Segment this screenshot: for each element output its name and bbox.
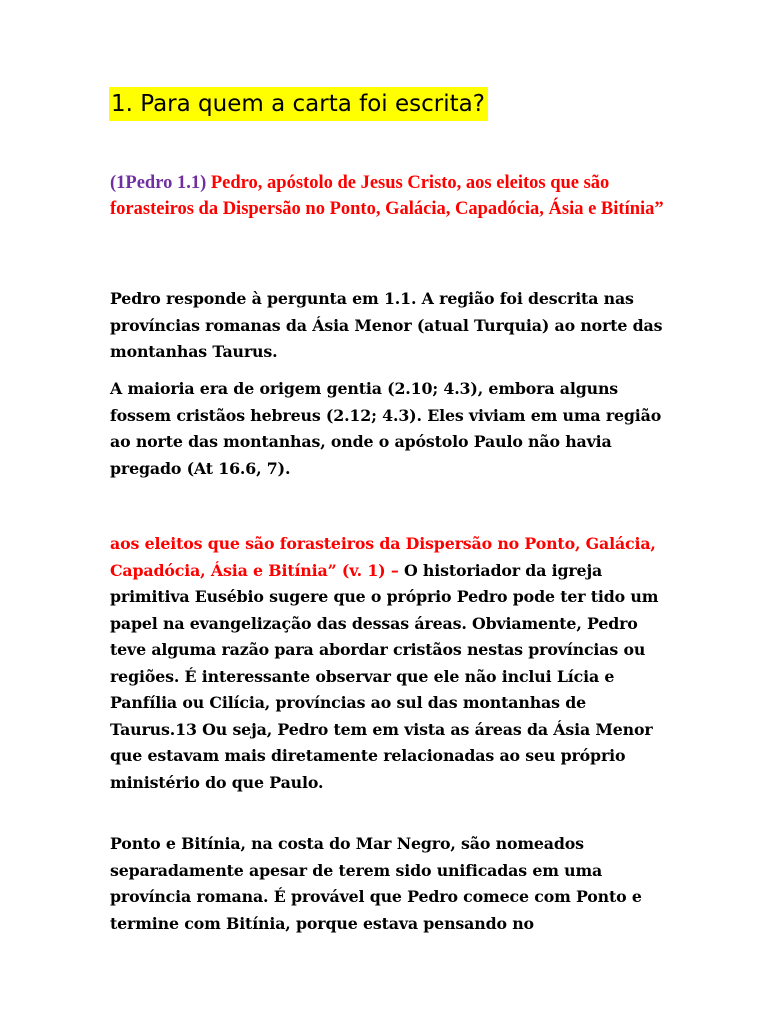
scripture-quote: [110, 171, 670, 222]
paragraph-3-body: O historiador da igreja primitiva Eusébio sugere que o próprio Pedro pode ter tido um papel na evangelização das dessas áreas. Obviamente, Pedro teve alguma razão para abordar cristãos nestas províncias ou regiões. É interessante observar que ele não inclui Lícia e Panfília ou Cilícia, províncias ao sul das montanhas de Taurus.13 Ou seja, Pedro tem em vista as áreas da Ásia Menor que estavam mais diretamente relacionadas ao seu próprio ministério do que Paulo.: [110, 560, 659, 792]
paragraph-2: A maioria era de origem gentia (2.10; 4.3), embora alguns fossem cristãos hebreus (2.12; 4.3). Eles viviam em uma região ao norte das montanhas, onde o apóstolo Paulo não havia pregado (At 16.6, 7).: [110, 379, 662, 478]
page-heading: 1. Para quem a carta foi escrita?: [109, 87, 488, 121]
paragraph-4: Ponto e Bitínia, na costa do Mar Negro, são nomeados separadamente apesar de terem sido unificadas em uma província romana. É provável que Pedro comece com Ponto e termine com Bitínia, porque estava pensando no: [110, 834, 642, 933]
paragraph-3-lead: aos eleitos que são forasteiros da Dispersão no Ponto, Galácia, Capadócia, Ásia e Bitínia” (v. 1) –: [110, 534, 656, 580]
paragraph-3: [110, 531, 670, 796]
scripture-reference: (1Pedro 1.1): [110, 173, 207, 193]
scripture-text: Pedro, apóstolo de Jesus Cristo, aos eleitos que são forasteiros da Dispersão no Ponto, Galácia, Capadócia, Ásia e Bitínia”: [110, 173, 664, 219]
paragraph-1: Pedro responde à pergunta em 1.1. A região foi descrita nas províncias romanas da Ásia Menor (atual Turquia) ao norte das montanhas Taurus.: [110, 289, 663, 361]
